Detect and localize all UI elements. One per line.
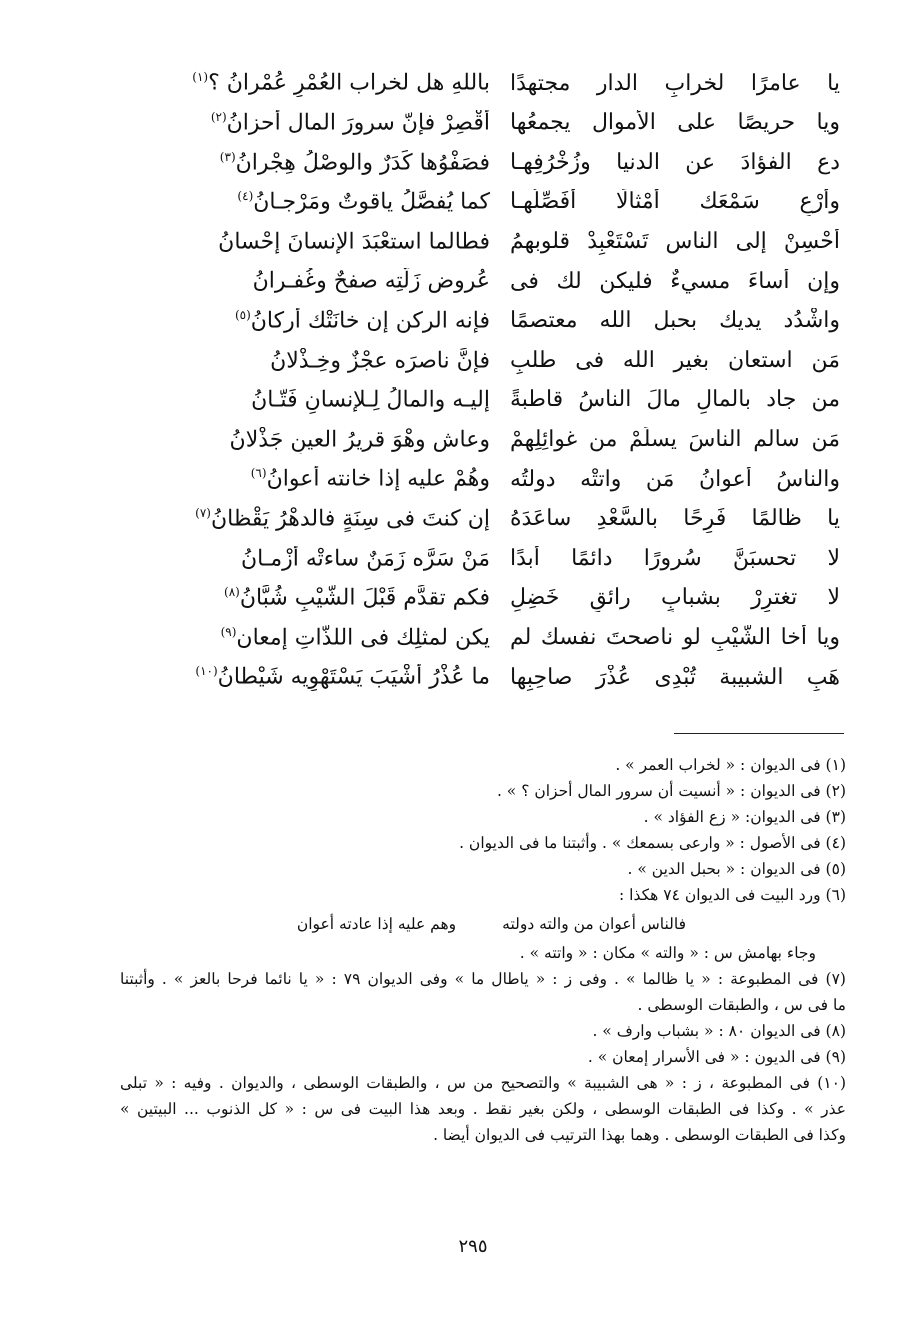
footnote-6-verse-second: وهم عليه إذا عادته أعوان bbox=[296, 914, 457, 933]
footnote-10-line-1: (١٠) فى المطبوعة ، ز : « هى الشبيبة » والتصحيح من س ، والطبقات الوسطى ، والديوان . وفيه : « تبلى bbox=[120, 1074, 846, 1093]
verse-first-hemistich: أحْسِنْ إلى الناس تَسْتَعْبِدْ قلوبهمُ bbox=[510, 228, 840, 254]
footnote-8: (٨) فى الديوان ٨٠ : « بشباب وارف » . bbox=[592, 1021, 846, 1040]
hemistich-text: فكم تقدَّم قَبْلَ الشَّيْبِ شُبَّانُ bbox=[239, 585, 490, 611]
verse-second-hemistich bbox=[150, 506, 490, 533]
verse-second-hemistich bbox=[150, 70, 490, 97]
footnote-6: (٦) ورد البيت فى الديوان ٧٤ هكذا : bbox=[619, 886, 846, 905]
verse bbox=[150, 658, 840, 698]
footnote-ref: (٨) bbox=[224, 585, 240, 600]
footnote-divider bbox=[674, 733, 844, 734]
verse-second-hemistich bbox=[150, 189, 490, 216]
footnote-7-line-2: ما فى س ، والطبقات الوسطى . bbox=[637, 995, 846, 1014]
hemistich-text: إليـه والمالُ لِـلإنسانِ فَتّـانُ bbox=[251, 387, 490, 413]
hemistich-text: عُروضِ زَلَّتِه صفحٌ وغُفـرانُ bbox=[252, 268, 490, 294]
verse-second-hemistich bbox=[150, 546, 490, 573]
footnote-ref: (٥) bbox=[234, 308, 251, 322]
verse-first-hemistich: مَن سالم الناسَ يسلَمْ من غوائِلِهِمْ bbox=[510, 426, 840, 452]
verse-second-hemistich bbox=[150, 664, 490, 691]
verse bbox=[150, 302, 840, 342]
verse-first-hemistich: دعِ الفؤادَ عن الدنيا وزُخْرُفِهـا bbox=[510, 149, 840, 175]
footnote-10-line-2: عذر » . وكذا فى الطبقات الوسطى ، ولكن بغير نقط . وبعد هذا البيت فى س : « كل الذنوب ... البيتين » bbox=[120, 1100, 846, 1119]
footnote-ref: (٢) bbox=[210, 110, 227, 125]
verse-first-hemistich: لا تحسبَنَّ سُرورًا دائمًا أبدًا bbox=[510, 545, 840, 571]
footnote-ref: (٤) bbox=[237, 189, 254, 204]
footnotes bbox=[120, 752, 846, 1148]
verse-second-hemistich bbox=[150, 268, 490, 295]
verse-first-hemistich: ويا حريصًا على الأموال يجمعُها bbox=[510, 110, 840, 136]
poem-block bbox=[150, 64, 840, 698]
verse-first-hemistich: مَن استعان بغير الله فى طلبٍ bbox=[510, 347, 840, 373]
verse bbox=[150, 539, 840, 579]
verse-first-hemistich: يا عامرًا لخرابِ الدار مجتهدًا bbox=[510, 70, 840, 96]
hemistich-text: وهُمْ عليه إذا خانته أعوانُ bbox=[266, 466, 490, 492]
verse bbox=[150, 460, 840, 500]
footnote-9: (٩) فى الديون : « فى الأسرار إمعان » . bbox=[587, 1047, 846, 1066]
verse bbox=[150, 618, 840, 658]
verse-first-hemistich: يا ظالمًا فَرِحًا بالسَّعْدِ ساعَدَهُ bbox=[510, 506, 840, 532]
verse bbox=[150, 420, 840, 460]
footnote-ref: (١٠) bbox=[195, 664, 218, 679]
footnote-10-line-3: وكذا فى الطبقات الوسطى . وهما بهذا الترتيب فى الديوان أيضا . bbox=[433, 1126, 846, 1145]
verse-first-hemistich: لا تغترِرْ بشبابٍ رائقٍ خَضِلٍ bbox=[510, 585, 840, 611]
hemistich-text: فإنه الركن إن خانَتْك أركانُ bbox=[250, 308, 490, 334]
footnote-6-verse bbox=[120, 909, 846, 940]
hemistich-text: وعاش وهْوَ قريرُ العينِ جَذْلانُ bbox=[229, 427, 490, 453]
verse bbox=[150, 183, 840, 223]
footnote-2: (٢) فى الديوان : « أنسيت أن سرور المال أحزان ؟ » . bbox=[496, 782, 846, 801]
verse-second-hemistich bbox=[150, 585, 490, 612]
verse-first-hemistich: وأَرْعِ سَمْعَك أمْثالًا أُفَصِّلُهـا bbox=[510, 189, 840, 215]
hemistich-text: فصَفْوُها كَدَرٌ والوصْلُ هِجْرانُ bbox=[235, 149, 490, 175]
verse bbox=[150, 104, 840, 144]
hemistich-text: كما يُفصَّلُ ياقوتٌ ومَرْجـانُ bbox=[253, 189, 490, 215]
verse bbox=[150, 64, 840, 104]
verse-second-hemistich bbox=[150, 625, 490, 652]
hemistich-text: مَنْ سَرَّه زَمَنٌ ساءتْه أزْمـانُ bbox=[241, 545, 490, 571]
verse-first-hemistich: هَبِ الشبيبة تُبْدِى عُذْرَ صاحِبِها bbox=[510, 664, 840, 690]
hemistich-text: فإنَّ ناصرَه عجْزٌ وخِـذْلانُ bbox=[270, 347, 490, 373]
page-number: ٢٩٥ bbox=[458, 1236, 488, 1257]
verse bbox=[150, 222, 840, 262]
footnote-ref: (٣) bbox=[219, 149, 236, 164]
verse bbox=[150, 341, 840, 381]
hemistich-text: ما عُذْرُ أَشْيَبَ يَسْتَهْوِيه شَيْطانُ bbox=[217, 664, 490, 690]
footnote-4: (٤) فى الأصول : « وارعى بسمعك » . وأثبتنا ما فى الديوان . bbox=[459, 834, 846, 853]
footnote-ref: (١) bbox=[192, 70, 209, 85]
footnote-6-verse-first: فالناس أعوان من والته دولته bbox=[502, 914, 686, 933]
verse-second-hemistich bbox=[150, 150, 490, 177]
verse bbox=[150, 579, 840, 619]
hemistich-text: أقْصِرْ فإنّ سرورَ المال أحزانُ bbox=[226, 110, 490, 136]
footnote-3: (٣) فى الديوان: « زع الفؤاد » . bbox=[643, 808, 846, 827]
verse-second-hemistich bbox=[150, 308, 490, 335]
verse-first-hemistich: والناسُ أعوانُ مَن واتتْه دولتُه bbox=[510, 466, 840, 492]
verse bbox=[150, 381, 840, 421]
footnote-1: (١) فى الديوان : « لخراب العمر » . bbox=[615, 756, 846, 774]
verse-second-hemistich bbox=[150, 387, 490, 414]
verse-first-hemistich: وإن أساءَ مسيءٌ فليكن لك فى bbox=[510, 268, 840, 294]
verse-second-hemistich bbox=[150, 466, 490, 493]
hemistich-text: إن كنتَ فى سِنَةٍ فالدهْرُ يَقْظانُ bbox=[210, 506, 490, 532]
verse-first-hemistich: من جاد بالمالِ مالَ الناسُ قاطبةً bbox=[510, 387, 840, 413]
verse-second-hemistich bbox=[150, 110, 490, 137]
hemistich-text: فطالما استعْبَدَ الإنسانَ إحْسانُ bbox=[218, 229, 490, 255]
footnote-ref: (٦) bbox=[250, 466, 267, 481]
footnote-7-line-1: (٧) فى المطبوعة : « يا ظالما » . وفى ز : « ياطال ما » وفى الديوان ٧٩ : « يا نائما فرحا بالعز » . وأثبتنا bbox=[120, 969, 846, 988]
verse-second-hemistich bbox=[150, 348, 490, 375]
verse-second-hemistich bbox=[150, 427, 490, 454]
verse bbox=[150, 500, 840, 540]
verse-first-hemistich: ويا أخا الشَّيْبِ لو ناصحتَ نفسك لم bbox=[510, 624, 840, 650]
verse bbox=[150, 262, 840, 302]
verse bbox=[150, 143, 840, 183]
footnote-ref: (٩) bbox=[220, 624, 237, 639]
footnote-5: (٥) فى الديوان : « بحبل الدين » . bbox=[627, 860, 846, 879]
hemistich-text: باللهِ هل لخراب العُمْرِ عُمْرانُ ؟ bbox=[208, 70, 490, 96]
hemistich-text: يكن لمثلِك فى اللذّاتِ إمعان bbox=[236, 625, 490, 651]
footnote-ref: (٧) bbox=[195, 505, 211, 520]
verse-first-hemistich: واشْدُد يديك بحبل الله معتصمًا bbox=[510, 308, 840, 334]
verse-second-hemistich bbox=[150, 229, 490, 256]
footnote-6-margin-note: وجاء بهامش س : « والته » مكان : « واتته » . bbox=[519, 943, 816, 962]
